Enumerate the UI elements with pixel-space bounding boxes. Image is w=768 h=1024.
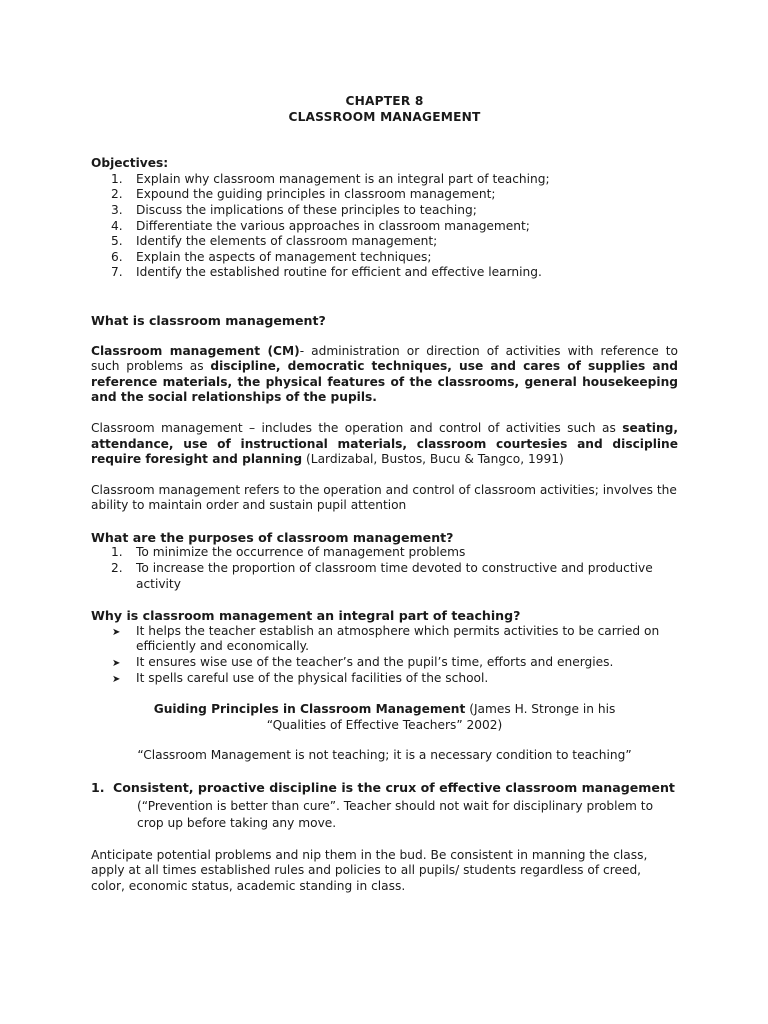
chapter-title: CLASSROOM MANAGEMENT	[288, 109, 481, 124]
definition-control: Classroom management refers to the operation and control of classroom activities; involves the ability to maintain order and sustain pupil attention	[91, 482, 677, 513]
list-item: 3. Discuss the implications of these principles to teaching;	[111, 202, 477, 217]
arrow-bullet-icon: ➤	[112, 673, 121, 685]
principle-1-note: (“Prevention is better than cure”. Teacher should not wait for disciplinary problem to crop up before taking any move.	[137, 798, 654, 830]
guiding-principles-title: Guiding Principles in Classroom Management (James H. Stronge in his	[153, 702, 616, 717]
objectives-list	[91, 172, 678, 281]
list-item: 2. Expound the guiding principles in classroom management;	[111, 187, 496, 202]
definition-operation: Classroom management – includes the operation and control of activities such as seating, attendance, use of instructional materials, classroom courtesies and discipline require foresight and planning (Lardizabal, Bustos, Bucu & Tangco, 1991)	[91, 420, 678, 467]
purposes-heading: What are the purposes of classroom management?	[91, 529, 454, 545]
principle-1-paragraph: Anticipate potential problems and nip them in the bud. Be consistent in manning the class, apply at all times established rules and policies to all pupils/ students regardless of creed, color, economic status, academic standing in class.	[91, 847, 648, 893]
chapter-label: CHAPTER 8	[345, 94, 424, 108]
document-body	[91, 94, 678, 894]
arrow-bullet-icon: ➤	[112, 658, 121, 670]
what-is-heading: What is classroom management?	[91, 312, 326, 328]
list-item: 1. To minimize the occurrence of management problems	[111, 545, 466, 560]
objectives-label: Objectives:	[91, 156, 169, 171]
arrow-bullet-icon: ➤	[112, 626, 121, 638]
principle-1-heading: 1. Consistent, proactive discipline is the crux of effective classroom management	[91, 780, 675, 795]
integral-heading: Why is classroom management an integral part of teaching?	[91, 608, 521, 624]
list-item: 1. Explain why classroom management is an integral part of teaching;	[111, 171, 550, 186]
integral-list	[91, 624, 678, 686]
list-item: 5. Identify the elements of classroom management;	[111, 234, 438, 249]
list-item: ➤ It ensures wise use of the teacher’s and the pupil’s time, efforts and energies.	[91, 655, 678, 671]
definition-cm: Classroom management (CM)- administration or direction of activities with reference to such problems as discipline, democratic techniques, use and cares of supplies and reference materials, the physical features of the classrooms, general housekeeping and the social relationships of the pupils.	[91, 343, 678, 405]
list-item: ➤ It helps the teacher establish an atmosphere which permits activities to be carried on efficiently and economically.	[112, 623, 660, 654]
list-item: 4. Differentiate the various approaches in classroom management;	[111, 218, 530, 233]
purposes-list	[91, 545, 678, 592]
guiding-quote: “Classroom Management is not teaching; it is a necessary condition to teaching”	[137, 748, 632, 763]
list-item: 7. Identify the established routine for efficient and effective learning.	[111, 265, 542, 280]
list-item: ➤ It spells careful use of the physical facilities of the school.	[91, 671, 678, 687]
list-item: 6. Explain the aspects of management techniques;	[111, 249, 432, 264]
list-item: 2. To increase the proportion of classroom time devoted to constructive and productive activity	[111, 561, 653, 591]
guiding-principles-source: “Qualities of Effective Teachers” 2002)	[266, 717, 503, 732]
